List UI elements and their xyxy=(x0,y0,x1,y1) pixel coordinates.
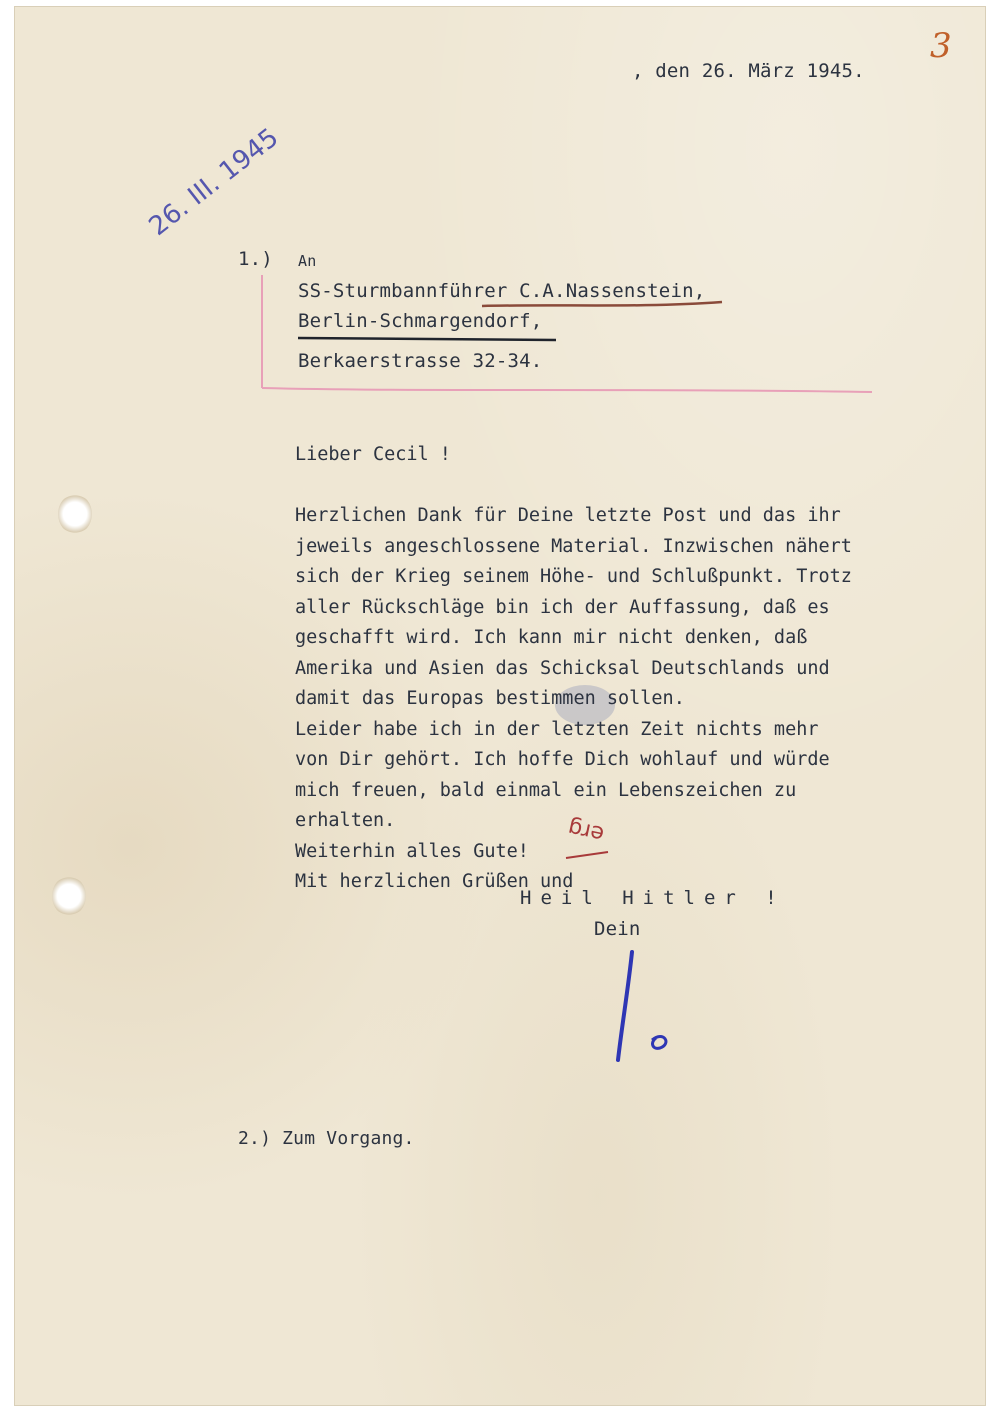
body-line: Leider habe ich in der letzten Zeit nichts mehr xyxy=(295,718,819,740)
body-line: Amerika und Asien das Schicksal Deutschlands und xyxy=(295,657,830,679)
body-line: sich der Krieg seinem Höhe- und Schlußpunkt. Trotz xyxy=(295,566,852,587)
body-line: jeweils angeschlossene Material. Inzwischen nähert xyxy=(295,535,852,557)
body-line: Herzlichen Dank für Deine letzte Post und das ihr xyxy=(295,505,841,526)
recipient-prefix: An xyxy=(298,252,317,270)
body-line: damit das Europas bestimmen sollen. xyxy=(295,688,685,709)
signature-stroke xyxy=(618,952,632,1060)
salutation: Heil Hitler ! xyxy=(520,887,786,909)
body-line: geschafft wird. Ich kann mir nicht denken, daß xyxy=(295,627,808,648)
signature-loop xyxy=(652,1036,666,1048)
closing: Dein xyxy=(594,918,641,940)
recipient-line-3: Berkaerstrasse 32-34. xyxy=(298,350,543,372)
item-one-label: 1.) xyxy=(238,248,273,270)
received-date-stamp: 26. III. 1945 xyxy=(143,122,285,242)
body-line: mich freuen, bald einmal ein Lebenszeichen zu xyxy=(295,779,797,801)
item-two-line: 2.) Zum Vorgang. xyxy=(238,1128,415,1149)
city-underline xyxy=(298,338,556,340)
name-underline xyxy=(482,302,722,306)
dateline: , den 26. März 1945. xyxy=(632,60,865,82)
body-line: aller Rückschläge bin ich der Auffassung, daß es xyxy=(295,596,830,618)
greeting: Lieber Cecil ! xyxy=(295,444,451,465)
body-line: von Dir gehört. Ich hoffe Dich wohlauf und würde xyxy=(295,749,830,770)
body-line: erhalten. xyxy=(295,810,396,831)
margin-note: erg xyxy=(565,814,607,847)
pink-frame-bottom xyxy=(262,388,872,392)
recipient-line-1: SS-Sturmbannführer C.A.Nassenstein, xyxy=(298,280,706,302)
recipient-line-2: Berlin-Schmargendorf, xyxy=(298,310,543,332)
body-line: Mit herzlichen Grüßen und xyxy=(295,871,574,892)
body-line: Weiterhin alles Gute! xyxy=(295,840,529,862)
page-number-annotation: 3 xyxy=(930,26,952,66)
